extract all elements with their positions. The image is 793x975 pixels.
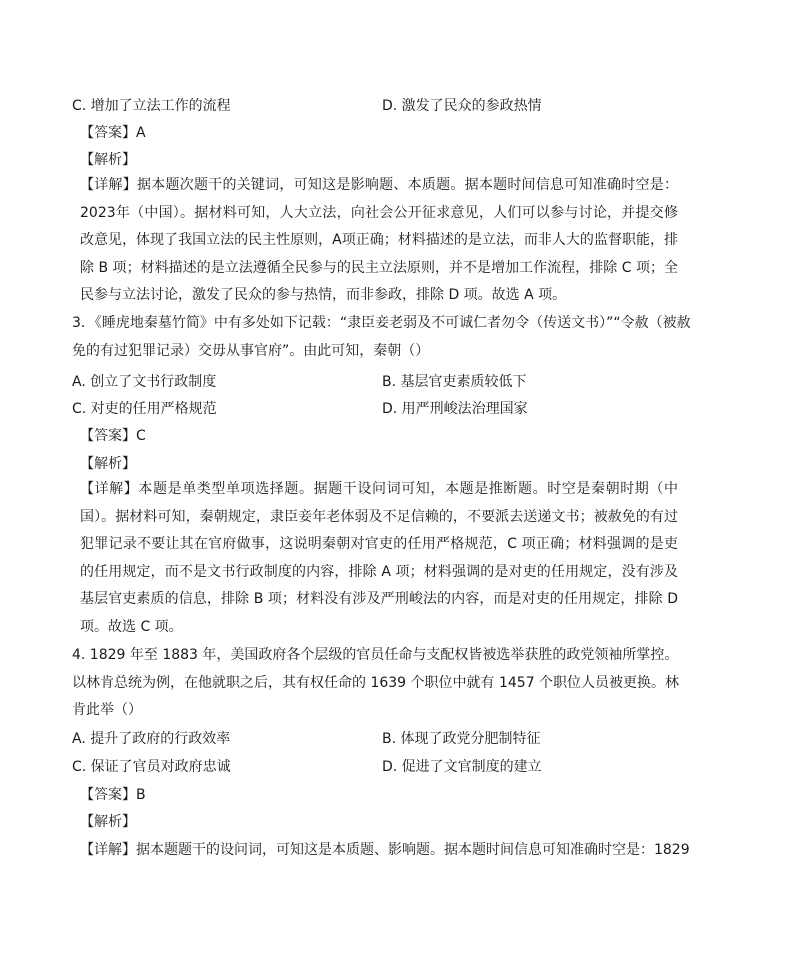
q3-option-b: B. 基层官吏素质较低下: [382, 374, 527, 390]
q2-answer: 【答案】A: [80, 125, 146, 141]
q4-stem: 4. 1829 年至 1883 年，美国政府各个层级的官员任命与支配权皆被选举获胜的政党领袖所掌控。以林肯总统为例，在他就职之后，其有权任命的 1639 个职位中就有 1457 个职位人员被更换。林肯此举（）: [72, 647, 680, 719]
q4-option-d: D. 促进了文官制度的建立: [382, 759, 542, 775]
q2-option-d: D. 激发了民众的参政热情: [382, 98, 542, 114]
q4-answer: 【答案】B: [80, 787, 146, 803]
q3-answer: 【答案】C: [80, 428, 146, 444]
q2-analysis-label: 【解析】: [80, 152, 136, 168]
q4-option-b: B. 体现了政党分肥制特征: [382, 731, 541, 747]
q4-option-a: A. 提升了政府的行政效率: [72, 731, 231, 747]
q3-stem: 3．《睡虎地秦墓竹简》中有多处如下记载：“隶臣妾老弱及不可诚仁者勿令（传送文书）”“令赦（被赦免的有过犯罪记录）交毋从事官府”。由此可知，秦朝（）: [72, 315, 691, 359]
q4-analysis-label: 【解析】: [80, 814, 136, 830]
q2-detail: 【详解】据本题次题干的关键词，可知这是影响题、本质题。据本题时间信息可知准确时空是：2023年（中国）。据材料可知，人大立法，向社会公开征求意见，人们可以参与讨论，并提交修改意见，体现了我国立法的民主性原则，A项正确；材料描述的是立法，而非人大的监督职能，排除 B 项；材料描述的是立法遵循全民参与的民主立法原则，并不是增加工作流程，排除 C 项；全民参与立法讨论，激发了民众的参与热情，而非参政，排除 D 项。故选 A 项。: [80, 177, 678, 304]
q3-detail: 【详解】本题是单类型单项选择题。据题干设问词可知，本题是推断题。时空是秦朝时期（中国）。据材料可知，秦朝规定，隶臣妾年老体弱及不足信赖的，不要派去送递文书；被赦免的有过犯罪记录不要让其在官府做事，这说明秦朝对官吏的任用严格规范，C 项正确；材料强调的是吏的任用规定，而不是文书行政制度的内容，排除 A 项；材料强调的是对吏的任用规定，没有涉及基层官吏素质的信息，排除 B 项；材料没有涉及严刑峻法的内容，而是对吏的任用规定，排除 D 项。故选 C 项。: [80, 481, 678, 635]
q4-detail: 【详解】据本题题干的设问词，可知这是本质题、影响题。据本题时间信息可知准确时空是：1829: [80, 842, 690, 858]
q3-option-c: C. 对吏的任用严格规范: [72, 401, 217, 417]
q3-analysis-label: 【解析】: [80, 456, 136, 472]
q2-option-c: C. 增加了立法工作的流程: [72, 98, 231, 114]
q3-option-a: A. 创立了文书行政制度: [72, 374, 217, 390]
q3-option-d: D. 用严刑峻法治理国家: [382, 401, 528, 417]
q4-option-c: C. 保证了官员对政府忠诚: [72, 759, 231, 775]
